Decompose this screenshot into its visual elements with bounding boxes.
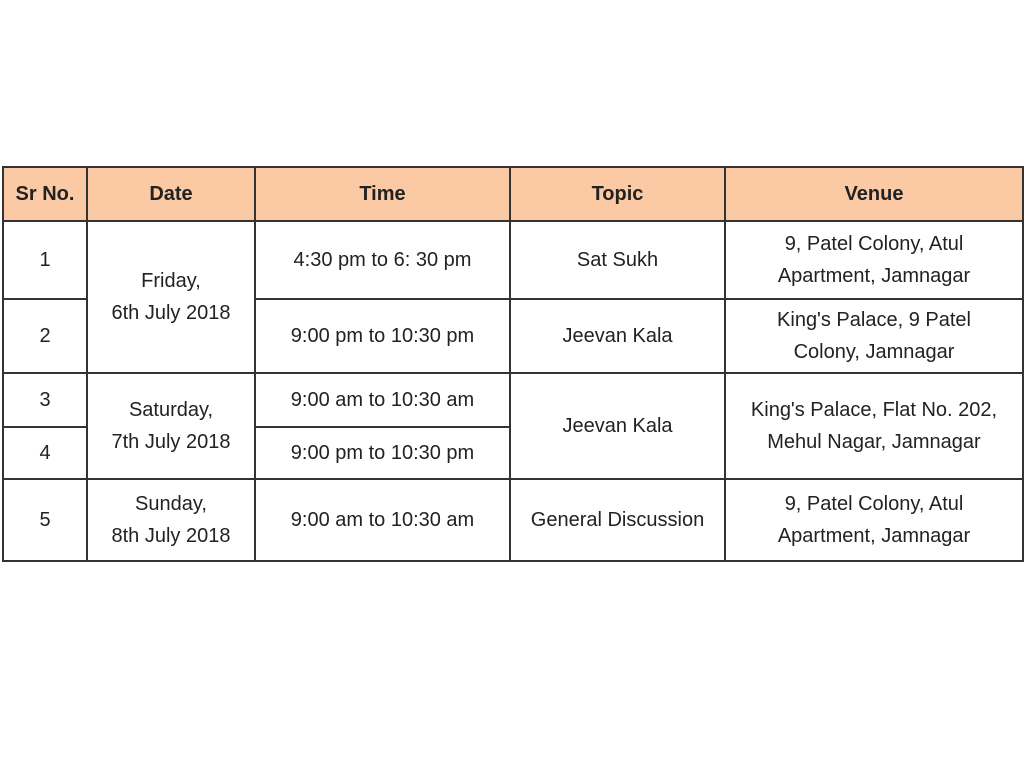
venue-cell: [725, 479, 1023, 561]
date-value: 6th July 2018: [111, 302, 231, 324]
venue-line: Apartment, Jamnagar: [777, 265, 971, 287]
sr-no-cell: 4: [3, 427, 87, 479]
venue-cell: [725, 373, 1023, 479]
date-cell: [87, 479, 255, 561]
table-row: [3, 479, 1023, 561]
venue-line: 9, Patel Colony, Atul: [784, 233, 964, 255]
sr-no-cell: 1: [3, 221, 87, 299]
venue-line: Mehul Nagar, Jamnagar: [767, 431, 981, 453]
header-venue: Venue: [725, 167, 1023, 221]
time-cell: 4:30 pm to 6: 30 pm: [255, 221, 510, 299]
time-cell: 9:00 am to 10:30 am: [255, 373, 510, 427]
venue-line: Apartment, Jamnagar: [777, 525, 971, 547]
header-date: Date: [87, 167, 255, 221]
table-row: [3, 373, 1023, 427]
table-row: [3, 221, 1023, 299]
venue-cell: [725, 221, 1023, 299]
date-value: 8th July 2018: [111, 525, 231, 547]
topic-cell: Jeevan Kala: [510, 373, 725, 479]
sr-no-cell: 5: [3, 479, 87, 561]
date-day: Saturday,: [128, 399, 214, 421]
topic-cell: Jeevan Kala: [510, 299, 725, 373]
venue-line: King's Palace, Flat No. 202,: [750, 399, 998, 421]
header-time: Time: [255, 167, 510, 221]
time-cell: 9:00 pm to 10:30 pm: [255, 427, 510, 479]
venue-line: King's Palace, 9 Patel: [777, 309, 971, 331]
date-cell: [87, 373, 255, 479]
date-day: Friday,: [141, 270, 201, 292]
sr-no-cell: 2: [3, 299, 87, 373]
venue-line: Colony, Jamnagar: [793, 341, 955, 363]
table-header-row: [3, 167, 1023, 221]
schedule-table: [2, 166, 1024, 562]
header-sr-no: Sr No.: [3, 167, 87, 221]
header-topic: Topic: [510, 167, 725, 221]
topic-cell: General Discussion: [510, 479, 725, 561]
venue-line: 9, Patel Colony, Atul: [784, 493, 964, 515]
date-day: Sunday,: [135, 493, 207, 515]
time-cell: 9:00 pm to 10:30 pm: [255, 299, 510, 373]
date-value: 7th July 2018: [111, 431, 231, 453]
sr-no-cell: 3: [3, 373, 87, 427]
time-cell: 9:00 am to 10:30 am: [255, 479, 510, 561]
venue-cell: [725, 299, 1023, 373]
date-cell: [87, 221, 255, 373]
topic-cell: Sat Sukh: [510, 221, 725, 299]
